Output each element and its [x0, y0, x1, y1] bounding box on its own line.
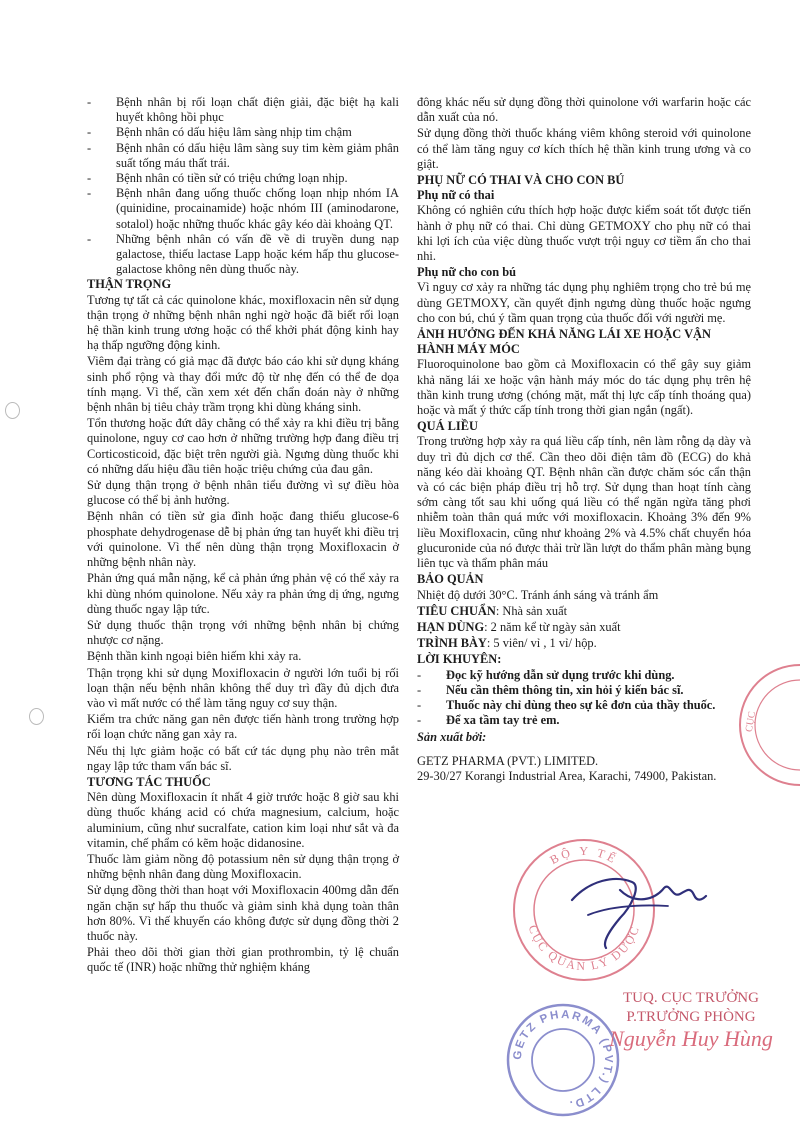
- caution-paragraph: Kiểm tra chức năng gan nên được tiến hành trong trường hợp rối loạn chức năng gan xảy ra.: [87, 712, 399, 742]
- storage-text: Nhiệt độ dưới 30°C. Tránh ánh sáng và tránh ẩm: [417, 587, 659, 602]
- list-item: - Để xa tầm tay trẻ em.: [417, 713, 560, 728]
- interaction-heading: TƯƠNG TÁC THUỐC: [87, 774, 211, 789]
- contraindication-list: [87, 95, 399, 277]
- seal-top-text: BỘ Y TẾ: [547, 843, 621, 868]
- expiry-label: HẠN DÙNG: [417, 619, 485, 634]
- expiry-value: : 2 năm kể từ ngày sản xuất: [484, 619, 621, 634]
- right-column: [417, 95, 751, 784]
- signatory-title-1: TUQ. CỤC TRƯỞNG: [623, 990, 759, 1006]
- manufacturer-label: Sản xuất bởi:: [417, 730, 487, 745]
- caution-paragraph: Tương tự tất cả các quinolone khác, moxifloxacin nên sử dụng thận trọng ở những bệnh nhân nghi ngờ hoặc đã biết rối loạn hệ thần kinh trung ương hoặc có thể khởi phát động kinh hay hạ thấp ngưỡng động kinh.: [87, 292, 399, 353]
- caution-paragraph: Bệnh nhân có tiền sử gia đình hoặc đang thiếu glucose-6 phosphate dehydrogenase dễ bị phản ứng tan huyết khi điều trị với quinolone. Vì thế nên dùng thận trọng Moxifloxacin ở những bệnh nhân này.: [87, 509, 399, 570]
- pregnancy-heading: PHỤ NỮ CÓ THAI VÀ CHO CON BÚ: [417, 173, 625, 188]
- caution-paragraph: Bệnh thần kinh ngoại biên hiếm khi xảy ra.: [87, 649, 302, 664]
- seal-bottom-text: CỤC QUẢN LÝ DƯỢC: [525, 923, 643, 974]
- list-item: - Nếu cần thêm thông tin, xin hỏi ý kiến bác sĩ.: [417, 682, 684, 697]
- presentation-value: : 5 viên/ vỉ , 1 vỉ/ hộp.: [486, 636, 597, 651]
- caution-paragraph: Tổn thương hoặc đứt dây chằng có thể xảy ra khi điều trị bằng quinolone, nguy cơ cao hơn ở những trường hợp đang điều trị Corticosticoid, đặc biệt trên người già. Ngưng dùng thuốc khi có những dấu hiệu đầu tiên hoặc triệu chứng của đau gân.: [87, 416, 399, 476]
- advice-heading: LỜI KHUYÊN:: [417, 652, 502, 667]
- interaction-paragraph: Phải theo dõi thời gian thời gian prothrombin, tỷ lệ chuẩn quốc tế (INR) hoặc những thử nghiệm kháng: [87, 945, 399, 975]
- caution-paragraph: Sử dụng thận trọng ở bệnh nhân tiểu đường vì sự điều hòa glucose có thể bị ảnh hưởng.: [87, 478, 399, 508]
- storage-heading: BẢO QUẢN: [417, 572, 484, 587]
- list-item: - Bệnh nhân bị rối loạn chất điện giải, đặc biệt hạ kali huyết không hồi phục: [87, 95, 399, 125]
- interaction-paragraph: đông khác nếu sử dụng đồng thời quinolone với warfarin hoặc các dẫn xuất của nó.: [417, 95, 751, 125]
- overdose-heading: QUÁ LIỀU: [417, 419, 478, 434]
- punch-hole-bottom: [29, 708, 44, 725]
- nursing-paragraph: Vì nguy cơ xảy ra những tác dụng phụ nghiêm trọng cho trẻ bú mẹ dùng GETMOXY, cần quyết định ngưng dùng thuốc hoặc ngưng cho con bú, chú ý tầm quan trọng của thuốc đối với người mẹ.: [417, 280, 751, 325]
- interaction-paragraph: Thuốc làm giảm nồng độ potassium nên sử dụng thận trọng ở những bệnh nhân đang dùng Moxifloxacin.: [87, 851, 399, 882]
- list-item: - Đọc kỹ hướng dẫn sử dụng trước khi dùng.: [417, 667, 675, 682]
- edge-seal: [730, 660, 800, 790]
- standard-label: TIÊU CHUẨN: [417, 603, 496, 618]
- caution-paragraph: Nếu thị lực giảm hoặc có bất cứ tác dụng phụ nào trên mắt ngay lập tức tham vấn bác sĩ.: [87, 743, 399, 773]
- interaction-paragraph: Sử dụng đồng thời thuốc kháng viêm không steroid với quinolone có thể làm tăng nguy cơ kích thích hệ thần kinh trung ương và co giật.: [417, 126, 751, 171]
- list-item: - Bệnh nhân có dấu hiệu lâm sàng nhịp tim chậm: [87, 125, 352, 140]
- interaction-paragraph: Sử dụng đồng thời than hoạt với Moxifloxacin 400mg dẫn đến ngăn chặn sự hấp thu thuốc và giảm sinh khả dụng toàn thân hơn 80%. Vì thế khuyến cáo không được sử dụng đồng thời 2 thuốc này.: [87, 883, 399, 943]
- standard-row: [417, 604, 751, 619]
- left-column: [87, 95, 399, 977]
- signatory-title-2: P.TRƯỞNG PHÒNG: [626, 1009, 756, 1025]
- company-name: GETZ PHARMA (PVT.) LIMITED.: [417, 753, 599, 768]
- caution-paragraph: Sử dụng thuốc thận trọng với những bệnh nhân bị chứng nhược cơ nặng.: [87, 617, 399, 648]
- presentation-label: TRÌNH BÀY: [417, 636, 487, 651]
- list-item: - Những bệnh nhân có vấn đề về di truyền dung nạp galactose, thiếu lactase Lapp hoặc kém hấp thu glucose-galactose không nên dùng thuốc này.: [87, 231, 399, 277]
- caution-heading: THẬN TRỌNG: [87, 277, 172, 292]
- interaction-paragraph: Nên dùng Moxifloxacin ít nhất 4 giờ trước hoặc 8 giờ sau khi dùng thuốc kháng acid có chứa magnesium, calcium, hoặc aluminium, cũng như sucralfate, cation kim loại như sắt và đa vitamin, chế phẩm có kẽm hoặc didanosine.: [87, 790, 399, 850]
- driving-paragraph: Fluoroquinolone bao gồm cả Moxifloxacin có thể gây suy giảm khả năng lái xe hoặc vận hành máy móc do tác dụng phụ trên hệ thần kinh trung ương (chóng mặt, mất thị lực cấp tính thoáng qua) hoặc và mất ý thức cấp tính trong thời gian ngắn (ngất).: [417, 357, 751, 418]
- list-item: - Bệnh nhân có dấu hiệu lâm sàng suy tim kèm giảm phân suất tống máu thất trái.: [87, 140, 399, 170]
- caution-paragraph: Thận trọng khi sử dụng Moxifloxacin ở người lớn tuổi bị rối loạn thận nếu bệnh nhân không thể duy trì đầy đủ dịch đưa vào vì mất nước có thể làm tăng nguy cơ suy thận.: [87, 665, 399, 710]
- company-seal-text: GETZ PHARMA (PVT.) LTD.: [511, 1008, 615, 1111]
- advice-list: [417, 668, 751, 729]
- list-item: - Bệnh nhân có tiền sử có triệu chứng loạn nhịp.: [87, 171, 348, 186]
- pregnant-subheading: Phụ nữ có thai: [417, 188, 495, 203]
- driving-heading: ẢNH HƯỞNG ĐẾN KHẢ NĂNG LÁI XE HOẶC VẬN HÀNH MÁY MÓC: [417, 327, 711, 357]
- caution-paragraph: Phản ứng quá mẫn nặng, kể cả phản ứng phản vệ có thể xảy ra khi dùng nhóm quinolone. Nếu xảy ra phản ứng dị ứng, ngưng dùng thuốc ngay lập tức.: [87, 571, 399, 616]
- list-item: - Thuốc này chỉ dùng theo sự kê đơn của thầy thuốc.: [417, 697, 716, 712]
- overdose-paragraph: Trong trường hợp xảy ra quá liều cấp tính, nên làm rỗng dạ dày và duy trì đủ dịch cơ thể. Cần theo dõi điện tâm đồ (ECG) do khả năng kéo dài khoảng QT. Bệnh nhân cần được chăm sóc cẩn thận và có các biện pháp điều trị hỗ trợ. Sử dụng than hoạt tính càng sớm càng tốt sau khi uống quá liều có thể ngăn ngừa tăng phơi nhiễm toàn thân quá mức với moxifloxacin. Khoảng 3% đến 9% liều Moxifloxacin, cũng như khoảng 2% và 4.5% chất chuyển hóa glucuronide của nó được thải trừ lần lượt do thẩm phân màng bụng liên tục và thẩm phân máu: [417, 434, 751, 571]
- edge-seal-text: CỤC: [743, 710, 759, 733]
- signatory-name: Nguyễn Huy Hùng: [609, 1026, 773, 1051]
- pregnant-paragraph: Không có nghiên cứu thích hợp hoặc được kiểm soát tốt được tiến hành ở phụ nữ có thai. Chỉ dùng GETMOXY cho phụ nữ có thai khi lợi ích của việc dùng thuốc vượt trội nguy cơ tiềm ẩn cho thai nhi.: [417, 203, 751, 264]
- standard-value: : Nhà sản xuất: [495, 603, 568, 618]
- signature: [560, 860, 710, 955]
- nursing-subheading: Phụ nữ cho con bú: [417, 265, 517, 280]
- caution-paragraph: Viêm đại tràng có giả mạc đã được báo cáo khi sử dụng kháng sinh phổ rộng và thay đổi mức độ từ nhẹ đến có thể đe dọa tính mạng. Vì thế, cần xem xét đến chẩn đoán này ở những bệnh nhân bị tiêu chảy trầm trọng khi dùng kháng sinh.: [87, 354, 399, 415]
- presentation-row: [417, 636, 751, 651]
- punch-hole-top: [5, 402, 20, 419]
- company-address: 29-30/27 Korangi Industrial Area, Karachi, 74900, Pakistan.: [417, 768, 717, 783]
- expiry-row: [417, 620, 751, 635]
- list-item: - Bệnh nhân đang uống thuốc chống loạn nhịp nhóm IA (quinidine, procainamide) hoặc nhóm III (aminodarone, sotalol) hoặc những thuốc khác gây kéo dài khoảng QT.: [87, 186, 399, 231]
